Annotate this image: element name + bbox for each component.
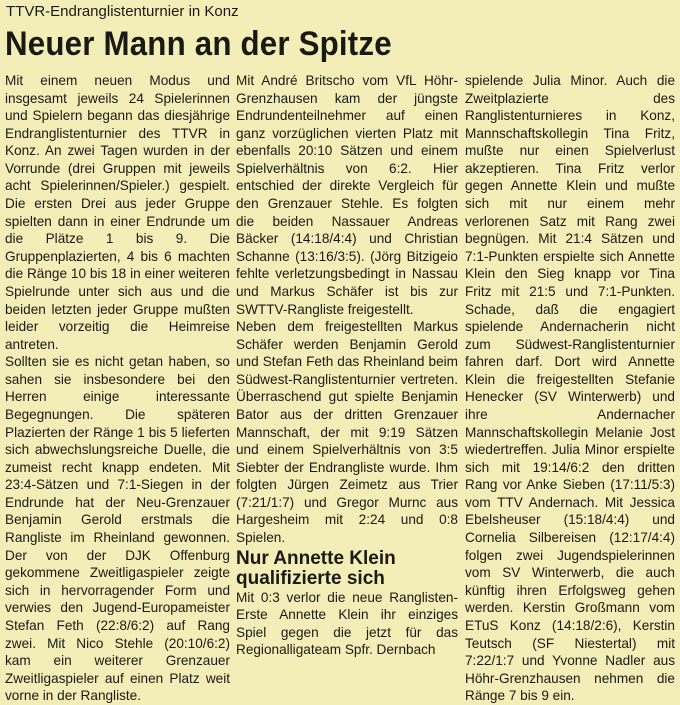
kicker: TTVR-Endranglistenturnier in Konz [6,3,239,20]
article-column-2 [236,72,458,659]
paragraph: Mit André Britscho vom VfL Höhr-Grenzhausen kam der jüngste Endrundenteilnehmer auf einen ganz vorzüglichen vierten Platz mit ebenfalls 20:10 Sätzen und einem Spielverhältnis von 6:2. Hier entschied der direkte Vergleich für den Grenzauer Stehle. Es folgten die beiden Nassauer Andreas Bäcker (14:18/4:4) und Christian Schanne (13:16/3:5). (Jörg Bitzigeio fehlte verletzungsbedingt in Nassau und Markus Schäfer ist bis zur SWTTV-Rangliste freigestellt. [236,73,458,317]
article-column-1 [5,72,230,705]
subheading [236,549,458,589]
paragraph: spielende Julia Minor. Auch die Zweitplazierte des Ranglistenturnieres in Konz, Mannschaftskollegin Tina Fritz, mußte nur einen Spielverlust akzeptieren. Tina Fritz verlor gegen Annette Klein und mußte sich mit nur einem mehr verlorenen Satz mit Rang zwei begnügen. Mit 21:4 Sätzen und 7:1-Punkten erspielte sich Annette Klein den Sieg knapp vor Tina Fritz mit 21:5 und 7:1-Punkten. Schade, daß die engagiert spielende Andernacherin nicht zum Südwest-Ranglistenturnier fahren darf. Dort wird Annette Klein die freigestellten Stefanie Henecker (SV Winterwerb) und ihre Andernacher Mannschaftskollegin Melanie Jost wiedertreffen. Julia Minor erspielte sich mit 19:14/6:2 den dritten Rang vor Anke Sieben (17:11/5:3) vom TTV Andernach. Mit Jessica Ebelsheuser (15:18/4:4) und Cornelia Silbereisen (12:17/4:4) folgen zwei Jugendspielerinnen vom SV Winterwerb, die auch künftig ihren Erfolgsweg gehen werden. Kerstin Großmann vom ETuS Konz (14:18/2:6), Kerstin Teutsch (SF Niestertal) mit 7:22/1:7 und Yvonne Nadler aus Höhr-Grenzhausen nehmen die Ränge 7 bis 9 ein. [465,73,675,704]
headline: Neuer Mann an der Spitze [5,25,392,63]
paragraph: Sollten sie es nicht getan haben, so sahen sie insbesondere bei den Herren einige interessante Begegnungen. Die späteren Plazierten der Ränge 1 bis 5 lieferten sich abwechslungsreiche Duelle, die zumeist recht knapp endeten. Mit 23:4-Sätzen und 7:1-Siegen in der Endrunde hat der Neu-Grenzauer Benjamin Gerold erstmals die Rangliste im Rheinland gewonnen. Der von der DJK Offenburg gekommene Zweitligaspieler zeigte sich in hervorragender Form und verwies den Jugend-Europameister Stefan Feth (22:8/6:2) auf Rang zwei. Mit Nico Stehle (20:10/6:2) kam ein weiterer Grenzauer Zweitligaspieler auf einen Platz weit vorne in der Rangliste. [5,354,230,704]
paragraph: Mit 0:3 verlor die neue Ranglisten-Erste Annette Klein ihr einziges Spiel gegen die jetzt für das Regionalligateam Spfr. Dernbach [236,589,458,658]
article-column-3 [465,72,675,705]
paragraph: Neben dem freigestellten Markus Schäfer werden Benjamin Gerold und Stefan Feth das Rheinland beim Südwest-Ranglistenturnier vertreten. Überraschend gut spielte Benjamin Bator aus der dritten Grenzauer Mannschaft, der mit 9:19 Sätzen und einem Spielverhältnis von 3:5 Siebter der Endrangliste wurde. Ihm folgten Jürgen Zeimetz aus Trier (7:21/1:7) und Gregor Murnc aus Hargesheim mit 2:24 und 0:8 Spielen. [236,319,458,546]
subheading-line: Nur Annette Klein [236,547,396,569]
subheading-line: qualifizierte sich [236,567,385,589]
paragraph: Mit einem neuen Modus und insgesamt jeweils 24 Spielerinnen und Spielern begann das diesjährige Endranglistenturnier des TTVR in Konz. An zwei Tagen wurden in der Vorrunde (drei Gruppen mit jeweils acht Spielerinnen/Spieler.) gespielt. Die ersten Drei aus jeder Gruppe spielten dann in einer Endrunde um die Plätze 1 bis 9. Die Gruppenplazierten, 4 bis 6 machten die Ränge 10 bis 18 in einer weiteren Spielrunde unter sich aus und die beiden letzten jeder Gruppe mußten leider vorzeitig die Heimreise antreten. [5,73,230,352]
